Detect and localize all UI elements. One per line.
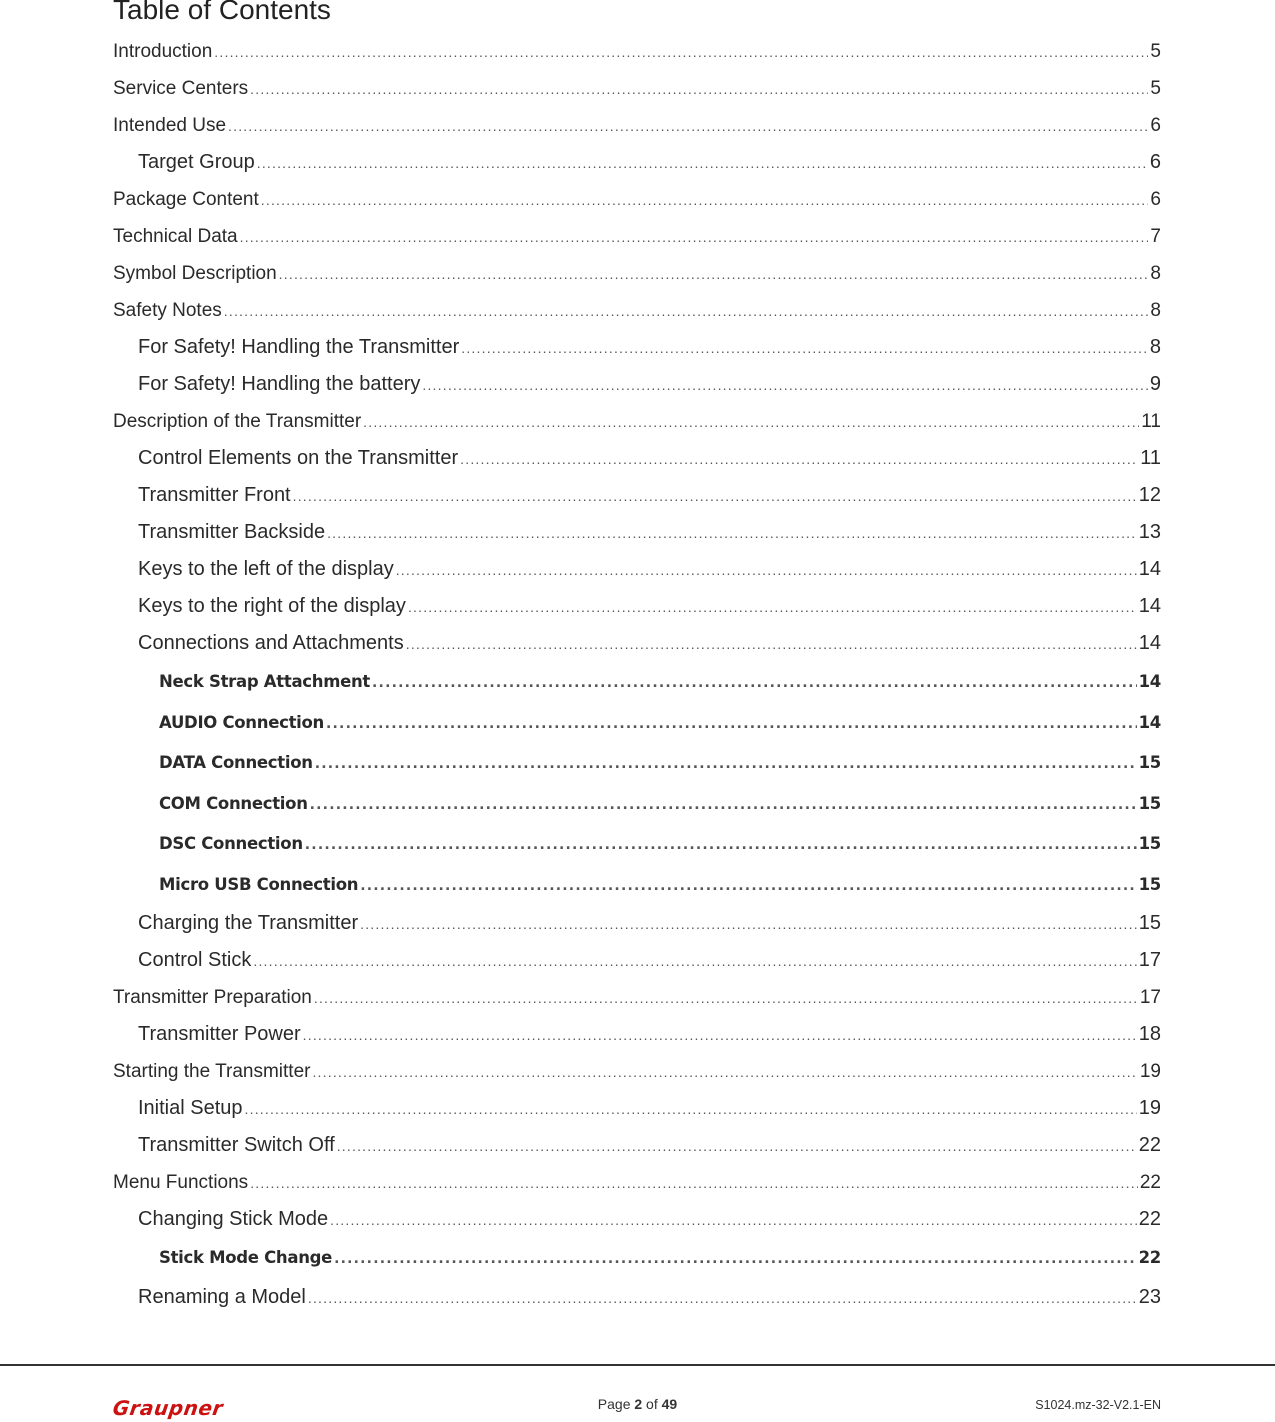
toc-entry[interactable] — [113, 366, 1161, 403]
page-title: Table of Contents — [113, 0, 331, 25]
page-prefix: Page — [597, 1396, 635, 1412]
toc-entry[interactable] — [113, 514, 1161, 551]
dot-leader — [363, 404, 1139, 441]
toc-entry[interactable] — [113, 440, 1161, 477]
toc-entry-page: 18 — [1138, 1023, 1161, 1045]
page-current: 2 — [634, 1396, 643, 1412]
dot-leader — [253, 943, 1136, 980]
toc-entry-page: 6 — [1150, 189, 1161, 210]
dot-leader — [250, 71, 1148, 108]
toc-entry-label: Service Centers — [113, 78, 249, 99]
toc-entry-label: Transmitter Switch Off — [138, 1134, 335, 1156]
toc-entry[interactable] — [113, 905, 1161, 942]
toc-entry-label: Description of the Transmitter — [113, 411, 362, 432]
toc-entry[interactable] — [113, 477, 1161, 514]
toc-entry-label: Keys to the right of the display — [138, 595, 406, 617]
toc-entry-label: AUDIO Connection — [159, 712, 325, 732]
dot-leader — [245, 1091, 1137, 1128]
toc-entry-label: Transmitter Power — [138, 1023, 301, 1045]
toc-entry[interactable] — [113, 588, 1161, 625]
footer-divider — [0, 1364, 1275, 1366]
dot-leader — [406, 626, 1137, 663]
dot-leader — [314, 980, 1138, 1017]
toc-entry[interactable] — [113, 181, 1161, 218]
toc-entry[interactable] — [113, 662, 1161, 703]
toc-entry-page: 23 — [1138, 1285, 1161, 1308]
toc-entry[interactable] — [113, 743, 1161, 784]
toc-entry-page: 22 — [1139, 1172, 1161, 1193]
toc-entry[interactable] — [113, 33, 1161, 70]
toc-entry-page: 14 — [1138, 632, 1161, 654]
toc-entry-label: Stick Mode Change — [159, 1248, 333, 1267]
toc-entry[interactable] — [113, 551, 1161, 588]
dot-leader — [308, 1280, 1137, 1317]
dot-leader — [214, 34, 1148, 71]
dot-leader — [315, 744, 1137, 785]
toc-entry-page: 6 — [1150, 115, 1161, 136]
toc-entry-page: 15 — [1138, 834, 1161, 853]
toc-entry-page: 17 — [1138, 949, 1161, 971]
toc-entry-page: 15 — [1138, 753, 1161, 772]
toc-entry-page: 11 — [1140, 447, 1161, 469]
toc-entry[interactable] — [113, 70, 1161, 107]
toc-entry-label: Package Content — [113, 189, 259, 210]
toc-entry[interactable] — [113, 218, 1161, 255]
toc-entry[interactable] — [113, 1127, 1161, 1164]
toc-entry-label: Keys to the left of the display — [138, 558, 394, 580]
dot-leader — [293, 478, 1137, 515]
toc-entry-label: COM Connection — [159, 793, 308, 813]
toc-entry-page: 19 — [1138, 1097, 1161, 1119]
toc-entry-page: 7 — [1150, 226, 1161, 247]
toc-entry-page: 22 — [1138, 1208, 1161, 1230]
dot-leader — [326, 704, 1137, 745]
toc-entry[interactable] — [113, 1090, 1161, 1127]
toc-entry[interactable] — [113, 865, 1161, 906]
toc-entry[interactable] — [113, 979, 1161, 1016]
toc-entry[interactable] — [113, 1053, 1161, 1090]
toc-entry[interactable] — [113, 403, 1161, 440]
toc-entry-label: Symbol Description — [113, 263, 277, 284]
toc-entry-label: Intended Use — [113, 115, 227, 136]
toc-entry-page: 15 — [1138, 793, 1161, 813]
dot-leader — [224, 293, 1149, 330]
toc-entry-label: Neck Strap Attachment — [159, 672, 371, 691]
dot-leader — [334, 1239, 1137, 1280]
toc-list — [113, 33, 1161, 1316]
dot-leader — [360, 906, 1137, 943]
toc-entry-page: 14 — [1138, 672, 1161, 691]
toc-entry-page: 14 — [1138, 712, 1161, 732]
toc-entry-label: Introduction — [113, 41, 213, 62]
toc-entry-page: 19 — [1139, 1061, 1161, 1082]
toc-entry-label: Technical Data — [113, 226, 238, 247]
toc-entry-page: 22 — [1138, 1248, 1161, 1267]
toc-entry[interactable] — [113, 703, 1161, 744]
toc-entry[interactable] — [113, 942, 1161, 979]
dot-leader — [408, 589, 1137, 626]
toc-entry-label: Micro USB Connection — [159, 874, 359, 894]
page-separator: of — [642, 1396, 662, 1412]
toc-entry[interactable] — [113, 107, 1161, 144]
toc-entry-label: Changing Stick Mode — [138, 1208, 329, 1230]
toc-entry-label: Starting the Transmitter — [113, 1061, 311, 1082]
toc-entry[interactable] — [113, 144, 1161, 181]
toc-entry[interactable] — [113, 1016, 1161, 1053]
toc-entry-label: DATA Connection — [159, 753, 313, 772]
toc-entry-label: Control Elements on the Transmitter — [138, 447, 459, 469]
toc-entry-page: 11 — [1141, 411, 1161, 432]
toc-entry-label: Target Group — [138, 151, 255, 173]
toc-entry-label: Renaming a Model — [138, 1285, 306, 1308]
toc-entry-page: 5 — [1150, 78, 1161, 99]
toc-entry-page: 13 — [1138, 521, 1161, 543]
dot-leader — [303, 1017, 1137, 1054]
toc-entry[interactable] — [113, 1279, 1161, 1316]
dot-leader — [422, 367, 1148, 404]
toc-entry-page: 17 — [1139, 987, 1161, 1008]
toc-entry-label: Initial Setup — [138, 1097, 243, 1119]
toc-entry-label: DSC Connection — [159, 834, 303, 853]
toc-entry-label: For Safety! Handling the battery — [138, 373, 421, 395]
dot-leader — [460, 441, 1138, 478]
toc-entry[interactable] — [113, 1201, 1161, 1238]
dot-leader — [228, 108, 1148, 145]
dot-leader — [312, 1054, 1137, 1091]
graupner-logo: Graupner — [111, 1396, 225, 1420]
dot-leader — [330, 1202, 1137, 1239]
toc-entry-label: Menu Functions — [113, 1172, 249, 1193]
toc-entry-label: Charging the Transmitter — [138, 912, 359, 934]
dot-leader — [327, 515, 1137, 552]
toc-entry[interactable] — [113, 1238, 1161, 1279]
toc-entry-label: Transmitter Preparation — [113, 987, 312, 1008]
toc-entry-page: 5 — [1150, 41, 1161, 62]
toc-entry[interactable] — [113, 625, 1161, 662]
toc-entry-label: Safety Notes — [113, 300, 222, 321]
toc-entry-page: 15 — [1138, 912, 1161, 934]
toc-entry[interactable] — [113, 1164, 1161, 1201]
toc-entry-label: For Safety! Handling the Transmitter — [138, 336, 460, 358]
toc-entry-page: 6 — [1149, 151, 1161, 173]
dot-leader — [305, 825, 1137, 866]
toc-entry-page: 8 — [1150, 300, 1161, 321]
toc-entry[interactable] — [113, 255, 1161, 292]
page-total: 49 — [661, 1396, 678, 1412]
dot-leader — [360, 866, 1136, 907]
toc-entry-page: 8 — [1149, 336, 1161, 358]
dot-leader — [310, 785, 1137, 826]
toc-entry-label: Control Stick — [138, 949, 252, 971]
toc-entry-page: 8 — [1150, 263, 1161, 284]
toc-entry-page: 14 — [1138, 595, 1161, 617]
toc-entry-label: Transmitter Front — [138, 484, 291, 506]
dot-leader — [372, 663, 1137, 704]
toc-entry-label: Transmitter Backside — [138, 521, 326, 543]
dot-leader — [240, 219, 1149, 256]
toc-entry-page: 12 — [1138, 484, 1161, 506]
toc-entry[interactable] — [113, 292, 1161, 329]
dot-leader — [257, 145, 1148, 182]
dot-leader — [396, 552, 1137, 589]
dot-leader — [261, 182, 1149, 219]
toc-entry-page: 14 — [1138, 558, 1161, 580]
toc-entry-page: 9 — [1149, 373, 1161, 395]
toc-entry-label: Connections and Attachments — [138, 632, 404, 654]
dot-leader — [337, 1128, 1137, 1165]
toc-entry[interactable] — [113, 329, 1161, 366]
toc-entry-page: 22 — [1138, 1134, 1161, 1156]
dot-leader — [250, 1165, 1138, 1202]
dot-leader — [279, 256, 1149, 293]
document-id: S1024.mz-32-V2.1-EN — [1035, 1398, 1161, 1412]
toc-entry-page: 15 — [1138, 874, 1161, 894]
toc-entry[interactable] — [113, 824, 1161, 865]
toc-entry[interactable] — [113, 784, 1161, 825]
dot-leader — [461, 330, 1148, 367]
